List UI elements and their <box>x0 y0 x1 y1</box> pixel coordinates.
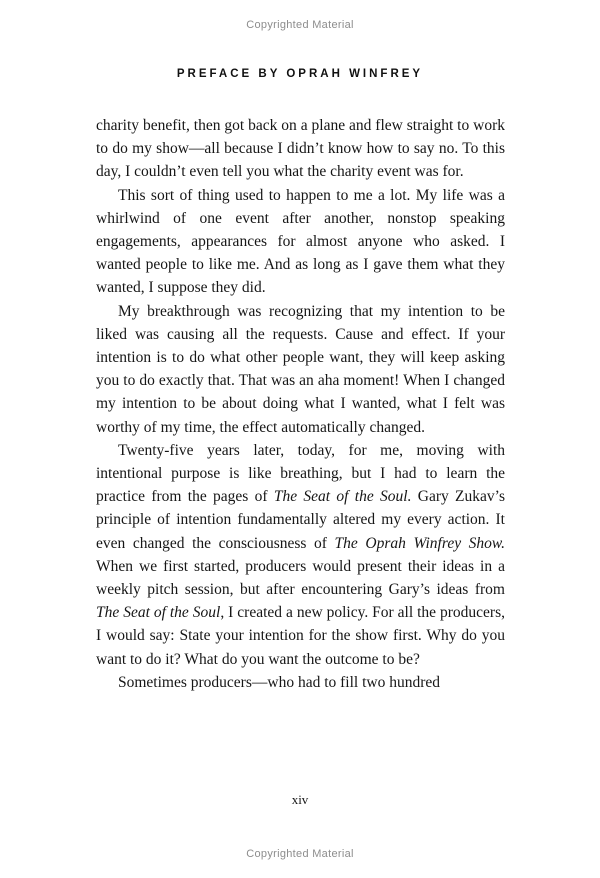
copyright-notice-top: Copyrighted Material <box>246 19 354 31</box>
text-segment: charity benefit, then got back on a plane and flew straight to work to do my show—all because I didn’t know how to say no. To this day, I couldn’t even tell you what the charity event was for. <box>96 117 505 181</box>
text-block <box>96 114 505 694</box>
text-segment: Twenty-five years later, today, for me, moving with intentional purpose is like breathing, but I had to learn the practice from the pages of <box>96 441 505 506</box>
paragraph <box>96 439 505 671</box>
book-title-italic: The Seat of the Soul <box>96 604 221 622</box>
paragraph <box>96 114 505 184</box>
paragraph <box>96 300 505 439</box>
book-title-italic: The Oprah Winfrey Show. <box>334 534 505 552</box>
text-segment: Sometimes producers—who had to fill two hundred <box>118 673 441 691</box>
text-segment: Gary Zukav’s principle of intention fundamentally altered my every action. It even changed the consciousness of <box>96 488 505 552</box>
text-segment: , I created a new policy. For all the producers, I would say: State your intention for the show first. Why do you want to do it? What do you want the outcome to be? <box>96 604 505 668</box>
text-segment: This sort of thing used to happen to me a lot. My life was a whirlwind of one event after another, nonstop speaking engagements, appearances for almost anyone who asked. I wanted people to like me. And as long as I gave them what they wanted, I suppose they did. <box>96 186 505 297</box>
text-segment: My breakthrough was recognizing that my intention to be liked was causing all the requests. Cause and effect. If your intention is to do what other people want, they will keep asking you to do exactly that. That was an aha moment! When I changed my intention to be about doing what I wanted, what I felt was worthy of my time, the effect automatically changed. <box>96 302 505 436</box>
preface-title: PREFACE BY OPRAH WINFREY <box>176 68 424 80</box>
book-title-italic: The Seat of the Soul. <box>273 488 412 506</box>
copyright-notice-bottom: Copyrighted Material <box>246 848 354 860</box>
paragraph <box>96 184 505 300</box>
text-segment: When we first started, producers would present their ideas in a weekly pitch session, but after encountering Gary’s ideas from <box>96 557 505 599</box>
paragraph <box>96 671 505 694</box>
page-number: xiv <box>291 792 309 807</box>
